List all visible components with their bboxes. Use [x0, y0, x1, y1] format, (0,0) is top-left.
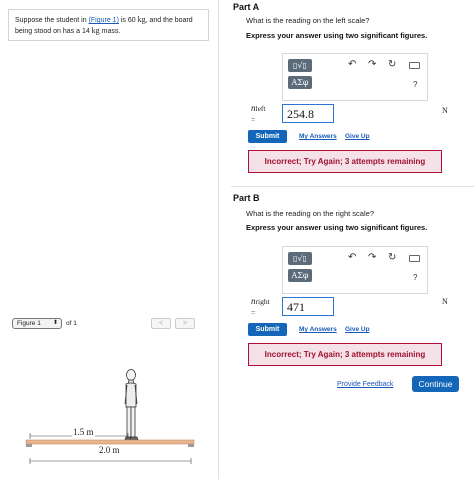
- part-b-submit-button[interactable]: Submit: [248, 323, 287, 336]
- column-divider: [218, 0, 219, 479]
- problem-text: Suppose the student in: [15, 17, 89, 24]
- part-a-math-toolbar: [282, 53, 428, 101]
- figure-prev-button[interactable]: <: [151, 318, 171, 329]
- equals-sign: =: [251, 307, 256, 317]
- equals-sign: =: [251, 114, 256, 124]
- figure-illustration: [0, 334, 210, 479]
- keyboard-icon[interactable]: [409, 255, 420, 262]
- label-short-distance: 1.5 m: [73, 427, 94, 437]
- part-b-answer-input[interactable]: 471: [282, 297, 334, 316]
- unit-kg: kg: [137, 15, 146, 24]
- part-b-unit: N: [442, 297, 448, 306]
- part-a-feedback: Incorrect; Try Again; 3 attempts remaining: [248, 150, 442, 173]
- help-icon[interactable]: ?: [413, 80, 418, 89]
- help-icon[interactable]: ?: [413, 273, 418, 282]
- right-scale: [188, 444, 194, 447]
- part-b-feedback: Incorrect; Try Again; 3 attempts remaining: [248, 343, 442, 366]
- part-a-question: What is the reading on the left scale?: [246, 16, 370, 25]
- part-a-submit-button[interactable]: Submit: [248, 130, 287, 143]
- redo-icon[interactable]: ↷: [368, 59, 377, 70]
- greek-symbols-button[interactable]: ΑΣφ: [288, 76, 312, 89]
- part-a-title: Part A: [233, 2, 260, 12]
- part-a-variable-label: [251, 103, 266, 124]
- part-a-unit: N: [442, 106, 448, 115]
- part-b-give-up-link[interactable]: Give Up: [345, 326, 370, 333]
- part-b-math-toolbar: [282, 246, 428, 294]
- template-button[interactable]: ▯√▯: [288, 252, 312, 265]
- part-a-my-answers-link[interactable]: My Answers: [299, 133, 337, 140]
- part-b-instruction: Express your answer using two significant figures.: [246, 223, 428, 232]
- undo-icon[interactable]: ↶: [348, 252, 357, 263]
- part-a-give-up-link[interactable]: Give Up: [345, 133, 370, 140]
- figure-count: of 1: [66, 320, 77, 327]
- part-a-instruction: Express your answer using two significant figures.: [246, 31, 428, 40]
- dimension-long: [30, 458, 191, 464]
- figure-link[interactable]: (Figure 1): [88, 17, 119, 24]
- problem-text: , and the board being stood on has a 14: [15, 17, 193, 35]
- student-figure: [125, 370, 138, 441]
- undo-icon[interactable]: ↶: [348, 59, 357, 70]
- figure-panel: [0, 334, 210, 479]
- problem-text: mass.: [99, 27, 121, 35]
- problem-text: is 60: [118, 17, 138, 24]
- part-b-title: Part B: [233, 193, 260, 203]
- part-b-question: What is the reading on the right scale?: [246, 209, 374, 218]
- redo-icon[interactable]: ↷: [368, 252, 377, 263]
- variable-symbol: n: [251, 296, 256, 306]
- part-b-variable-label: [251, 296, 270, 317]
- problem-statement: [8, 9, 209, 41]
- reset-icon[interactable]: ↻: [388, 252, 397, 263]
- label-long-distance: 2.0 m: [99, 445, 120, 455]
- continue-button[interactable]: Continue: [412, 376, 459, 392]
- part-separator: [231, 186, 474, 187]
- figure-selector[interactable]: [12, 318, 62, 329]
- keyboard-icon[interactable]: [409, 62, 420, 69]
- part-b-my-answers-link[interactable]: My Answers: [299, 326, 337, 333]
- left-scale: [26, 444, 32, 447]
- variable-subscript: right: [255, 297, 270, 306]
- template-button[interactable]: ▯√▯: [288, 59, 312, 72]
- select-arrows-icon: ⬍: [52, 320, 58, 326]
- variable-symbol: n: [251, 103, 256, 113]
- greek-symbols-button[interactable]: ΑΣφ: [288, 269, 312, 282]
- unit-kg: kg: [91, 25, 100, 35]
- board: [26, 440, 194, 444]
- part-a-answer-input[interactable]: 254.8: [282, 104, 334, 123]
- figure-next-button[interactable]: >: [175, 318, 195, 329]
- figure-selector-label: Figure 1: [17, 320, 41, 327]
- variable-subscript: left: [255, 104, 266, 113]
- reset-icon[interactable]: ↻: [388, 59, 397, 70]
- provide-feedback-link[interactable]: Provide Feedback: [337, 381, 394, 388]
